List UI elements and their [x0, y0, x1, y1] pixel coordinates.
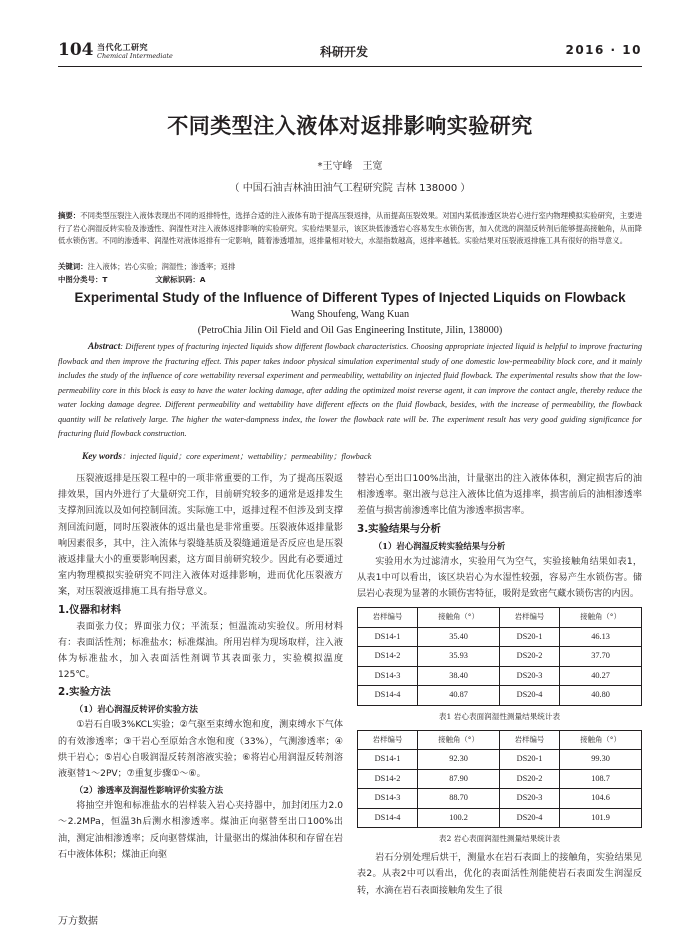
- table-cell: DS14-1: [358, 627, 418, 647]
- table-cell: DS14-4: [358, 808, 418, 828]
- method-2-paragraph: 将抽空并饱和标准盐水的岩样装入岩心夹持器中，加封闭压力2.0～2.2MPa，恒温3h后测水相渗透率。煤油正向驱替至出口100%出油，测定油相渗透率；反向驱替煤油，计量驱出的煤油体积和存留在岩石中液体体积；煤油正向驱: [58, 801, 343, 860]
- table-header-row: [358, 608, 642, 628]
- table-cell: DS14-2: [358, 769, 418, 789]
- table-cell: 101.9: [560, 808, 642, 828]
- keywords-en-text: ：injected liquid；core experiment；wettability；permeability；flowback: [121, 452, 372, 461]
- table-row: [358, 686, 642, 706]
- table-header-cell: 岩样编号: [358, 608, 418, 628]
- table-cell: DS14-2: [358, 647, 418, 667]
- table-cell: DS20-2: [499, 647, 559, 667]
- issue-label: 2016 · 10: [565, 43, 642, 57]
- abstract-cn-label: 摘要：: [58, 211, 81, 220]
- table-header-cell: 岩样编号: [499, 608, 559, 628]
- heading-instruments: 1.仪器和材料: [58, 603, 122, 616]
- journal-name-cn: 当代化工研究: [97, 43, 148, 52]
- intro-paragraph: 压裂液返排是压裂工程中的一项非常重要的工作，为了提高压裂返排效果，国内外进行了大量研究工作，目前研究较多的通常是返排发生支撑剂回流以及如何控制回流。实际施工中，返排过程不但涉及到支撑剂回流问题，同时压裂液体的返出量也是非常重要。压裂液体返排量影响因素很多，其中，注入流体与裂缝基质及裂缝通道是否反应也是压裂液返排量大小的重要影响因素，这方面目前研究较少。因此有必要通过室内物理模拟实验研究不同注入液体对返排影响，进而优化压裂液方案，对压裂液返排施工具有指导意义。: [58, 474, 343, 598]
- journal-name-en: Chemical Intermediate: [97, 52, 173, 60]
- table-header-cell: 岩样编号: [358, 730, 418, 750]
- table-cell: DS14-1: [358, 750, 418, 770]
- table-cell: 46.13: [560, 627, 642, 647]
- table-cell: 92.30: [418, 750, 500, 770]
- table-cell: DS20-1: [499, 750, 559, 770]
- clc-number: 中图分类号：T: [58, 275, 108, 284]
- table-cell: 40.80: [560, 686, 642, 706]
- page-number: 104: [58, 40, 94, 60]
- table-cell: 35.93: [418, 647, 500, 667]
- classification-cn: [58, 274, 642, 285]
- results-2-paragraph: 岩石分别处理后烘干，测量水在岩石表面上的接触角，实验结果见表2。从表2中可以看出，优化的表面活性剂能使岩石表面发生润湿反转，水滴在岩石表面接触角发生了很: [357, 853, 642, 896]
- heading-results-1: （1）岩心润湿反转实验结果与分析: [373, 540, 506, 551]
- table-1-caption: 表1 岩心表面润湿性测量结果统计表: [438, 711, 561, 721]
- table-row: [358, 750, 642, 770]
- abstract-en-text: : Different types of fracturing injected liquids show different flowback characteristics. Choosing appropriate injected liquid is helpful to improve fracturing flowback and then improve the fracturing effect. This paper takes indoor physical simulation experimental study of one domestic low-permeability block core, and it mainly includes the study of the influence of core wettability reversal experiment and permeability, wettability on injected fluid flowback. The experimental results show that the low-permeability core in this block is easy to have the water locking damage, after adding the optimized moist reverse agent, it can improve the contact angle, thereby reduce the water locking damage degree. Different permeability and wettability have different effects on the fluid flowback, besides, with the increase of permeability, the flowback quantity will be relatively large. The higher the water-dampness index, the lower the flowback rate will be. The experiment result has very good guiding significance for fracturing fluid flowback construction.: [58, 342, 642, 438]
- table-cell: 100.2: [418, 808, 500, 828]
- table-cell: 40.27: [560, 666, 642, 686]
- keywords-en: [82, 450, 371, 462]
- table-cell: DS14-4: [358, 686, 418, 706]
- table-header-cell: 接触角（°）: [418, 608, 500, 628]
- table-row: [358, 647, 642, 667]
- table-cell: 104.6: [560, 789, 642, 809]
- table-cell: DS14-3: [358, 666, 418, 686]
- table-row: [358, 627, 642, 647]
- table-cell: DS20-4: [499, 686, 559, 706]
- table-cell: DS14-3: [358, 789, 418, 809]
- table-cell: DS20-4: [499, 808, 559, 828]
- authors-en: Wang Shoufeng, Wang Kuan: [290, 309, 410, 320]
- table-row: [358, 808, 642, 828]
- table-cell: 88.70: [418, 789, 500, 809]
- abstract-en: [58, 340, 642, 442]
- continued-paragraph: 替岩心至出口100%出油，计量驱出的注入液体体积，测定损害后的油相渗透率。驱出液与总注入液体比值为返排率，损害前后的油相渗透率差值与损害前渗透率比值为渗透率损害率。: [357, 474, 642, 517]
- table-1: [357, 607, 642, 706]
- table-cell: DS20-2: [499, 769, 559, 789]
- table-header-cell: 接触角（°）: [560, 608, 642, 628]
- body-left-column: [58, 471, 343, 863]
- keywords-cn: [58, 261, 642, 272]
- abstract-cn-text: 不同类型压裂注入液体表现出不同的返排特性，选择合适的注入液体有助于提高压裂返排，从而提高压裂效果。对国内某低渗透区块岩心进行室内物理模拟实验研究，主要进行了岩心润湿反转实验及渗透性、润湿性对注入液体返排影响的实验研究。实验结果显示，该区块低渗透岩心容易发生水锁伤害，加入优选的润湿反转剂后能够提高接触角，从而降低水锁伤害。不同的渗透率、润湿性对液体返排有一定影响，随着渗透增加，返排量相对较大，水湿指数越高，返排率越低。实验结果对压裂液返排施工具有很好的指导意义。: [58, 211, 642, 246]
- table-2-caption: 表2 岩心表面润湿性测量结果统计表: [438, 834, 561, 844]
- paper-title-en: Experimental Study of the Influence of Different Types of Injected Liquids on Flowback: [74, 290, 626, 305]
- footer-source: 万方数据: [58, 916, 98, 927]
- table-cell: 38.40: [418, 666, 500, 686]
- method-1-paragraph: ①岩石自吸3%KCL实验；②气驱至束缚水饱和度，测束缚水下气体的有效渗透率；③干岩心至原始含水饱和度（33%），气测渗透率；④烘干岩心；⑤岩心自吸润湿反转剂溶液实验；⑥将岩心用润湿反转剂溶液驱替1～2PV；⑦重复步骤①～⑥。: [58, 720, 343, 780]
- table-row: [358, 769, 642, 789]
- table-header-cell: 接触角（°）: [560, 730, 642, 750]
- affiliation-en: (PetroChia Jilin Oil Field and Oil Gas Engineering Institute, Jilin, 138000): [197, 325, 503, 336]
- table-cell: 35.40: [418, 627, 500, 647]
- document-code: 文献标识码：A: [155, 275, 206, 284]
- heading-method-2: （2）渗透率及润湿性影响评价实验方法: [74, 785, 223, 796]
- keywords-cn-text: 注入液体；岩心实验；润湿性；渗透率；返排: [87, 262, 236, 271]
- table-cell: 37.70: [560, 647, 642, 667]
- authors-cn: *王守峰 王宽: [317, 161, 383, 172]
- heading-method: 2.实验方法: [58, 686, 111, 699]
- table-cell: 108.7: [560, 769, 642, 789]
- instruments-paragraph: 表面张力仪；界面张力仪；平流泵；恒温流动实验仪。所用材料有：表面活性剂；标准盐水；标准煤油。所用岩样为现场取样，注入液体为标准盐水，加入表面活性剂调节其表面张力，实验模拟温度125℃。: [58, 621, 343, 681]
- affiliation-cn: （ 中国石油吉林油田油气工程研究院 吉林 138000 ）: [229, 183, 471, 194]
- page-header: [58, 40, 642, 64]
- keywords-cn-label: 关键词：: [58, 262, 88, 271]
- table-cell: 99.30: [560, 750, 642, 770]
- heading-results: 3.实验结果与分析: [357, 522, 441, 535]
- body-right-column: [357, 471, 642, 899]
- keywords-en-label: Key words: [82, 452, 122, 462]
- section-name: 科研开发: [320, 45, 369, 59]
- table-cell: 40.87: [418, 686, 500, 706]
- abstract-cn: [58, 210, 642, 248]
- table-header-cell: 岩样编号: [499, 730, 559, 750]
- table-cell: DS20-3: [499, 789, 559, 809]
- table-2: [357, 730, 642, 829]
- heading-method-1: （1）岩心润湿反转评价实验方法: [74, 704, 198, 715]
- table-header-row: [358, 730, 642, 750]
- table-cell: DS20-3: [499, 666, 559, 686]
- table-cell: DS20-1: [499, 627, 559, 647]
- paper-title-cn: 不同类型注入液体对返排影响实验研究: [167, 114, 533, 138]
- header-divider: [58, 66, 642, 67]
- table-cell: 87.90: [418, 769, 500, 789]
- table-row: [358, 789, 642, 809]
- table-row: [358, 666, 642, 686]
- table-header-cell: 接触角（°）: [418, 730, 500, 750]
- results-1-paragraph: 实验用水为过滤清水，实验用气为空气，实验接触角结果如表1，从表1中可以看出，该区块岩心为水湿性较强，容易产生水锁伤害。储层岩心表现为显著的水锁伤害特征，吸附是致密气藏水锁伤害的内因。: [357, 556, 642, 600]
- abstract-en-label: Abstract: [88, 342, 121, 352]
